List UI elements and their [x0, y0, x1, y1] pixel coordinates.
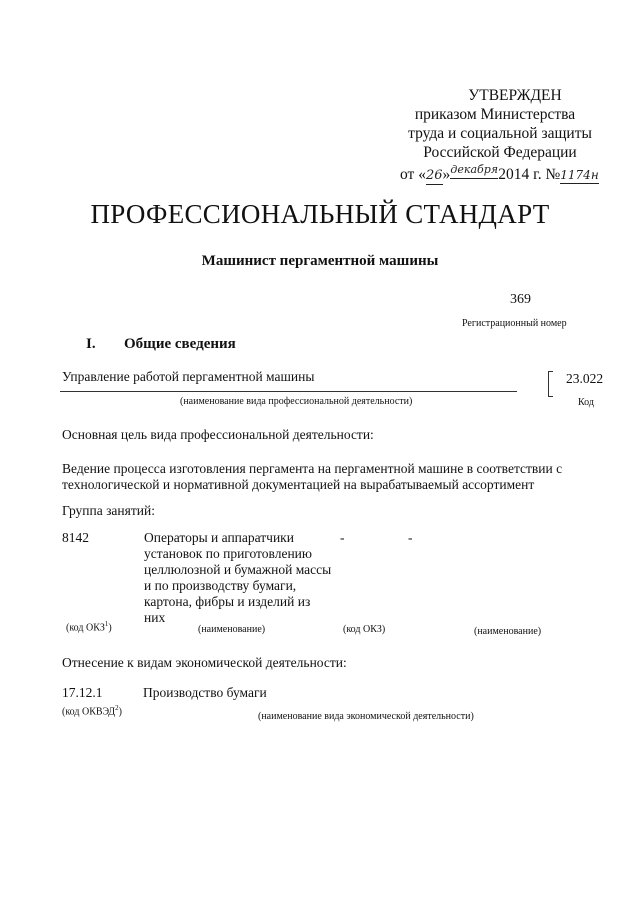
- activity-caption: (наименование вида профессиональной деятельности): [180, 396, 413, 407]
- group-name-line: целлюлозной и бумажной массы: [144, 562, 332, 577]
- section-title: Общие сведения: [124, 336, 236, 352]
- footnote-2: 2: [115, 704, 119, 712]
- group-code: 8142: [62, 530, 89, 545]
- goal-line-1: Ведение процесса изготовления пергамента на пергаментной машине в соответствии с: [62, 461, 563, 476]
- group-name-line: и по производству бумаги,: [144, 578, 297, 593]
- code-box-bracket: [548, 371, 553, 397]
- section-number: I.: [86, 336, 96, 352]
- page-title: ПРОФЕССИОНАЛЬНЫЙ СТАНДАРТ: [90, 199, 550, 229]
- caption-name-2: (наименование): [474, 626, 542, 637]
- approval-ot: от: [400, 166, 415, 183]
- registration-number: 369: [510, 292, 531, 307]
- footnote-1: 1: [104, 620, 109, 628]
- approval-number-sign: №: [545, 166, 561, 183]
- approval-line-2: приказом Министерства: [414, 106, 576, 123]
- activity-underline: [60, 391, 517, 392]
- group-name-line: картона, фибры и изделий из: [144, 594, 311, 609]
- approval-line-1: УТВЕРЖДЕН: [468, 87, 562, 104]
- group-code-2: -: [340, 530, 345, 545]
- caption-okz-code-1-text: (код ОКЗ: [66, 622, 105, 634]
- caption-okved-code-text: (код ОКВЭД: [62, 706, 116, 718]
- approval-month: декабря: [450, 162, 498, 179]
- caption-okz-code-1: [66, 620, 112, 633]
- approval-year: 2014 г.: [498, 166, 542, 183]
- page-subtitle: Машинист пергаментной машины: [201, 253, 439, 269]
- goal-label: Основная цель вида профессиональной деятельности:: [62, 427, 374, 442]
- registration-caption: Регистрационный номер: [462, 318, 567, 329]
- group-name-line: установок по приготовлению: [144, 546, 312, 561]
- goal-line-2: технологической и нормативной документацией на вырабатываемый ассортимент: [62, 477, 535, 492]
- approval-date-line: [400, 162, 599, 185]
- group-name-line: Операторы и аппаратчики: [144, 530, 294, 545]
- activity-code-caption: Код: [578, 397, 594, 408]
- approval-quote-open: «: [418, 166, 426, 183]
- caption-okved-code-close: ): [118, 706, 122, 718]
- econ-label: Отнесение к видам экономической деятельности:: [62, 655, 347, 670]
- group-name-2: -: [408, 530, 413, 545]
- caption-name-1: (наименование): [198, 624, 266, 635]
- caption-okz-code-1-close: ): [108, 622, 112, 634]
- group-name-line: них: [144, 610, 166, 625]
- caption-econ-name: (наименование вида экономической деятельности): [258, 711, 474, 722]
- approval-line-4: Российской Федерации: [423, 144, 577, 161]
- group-label: Группа занятий:: [62, 503, 155, 518]
- caption-okz-code-2: (код ОКЗ): [343, 624, 386, 635]
- activity-name: Управление работой пергаментной машины: [62, 369, 315, 384]
- approval-number: 1174н: [560, 168, 599, 182]
- activity-code: 23.022: [566, 371, 604, 386]
- econ-code: 17.12.1: [62, 685, 103, 700]
- approval-line-3: труда и социальной защиты: [408, 125, 592, 142]
- econ-name: Производство бумаги: [143, 685, 267, 700]
- group-name: [144, 530, 331, 626]
- approval-day: 26: [425, 168, 443, 183]
- approval-quote-close: »: [442, 166, 451, 183]
- caption-okved-code: [62, 704, 122, 717]
